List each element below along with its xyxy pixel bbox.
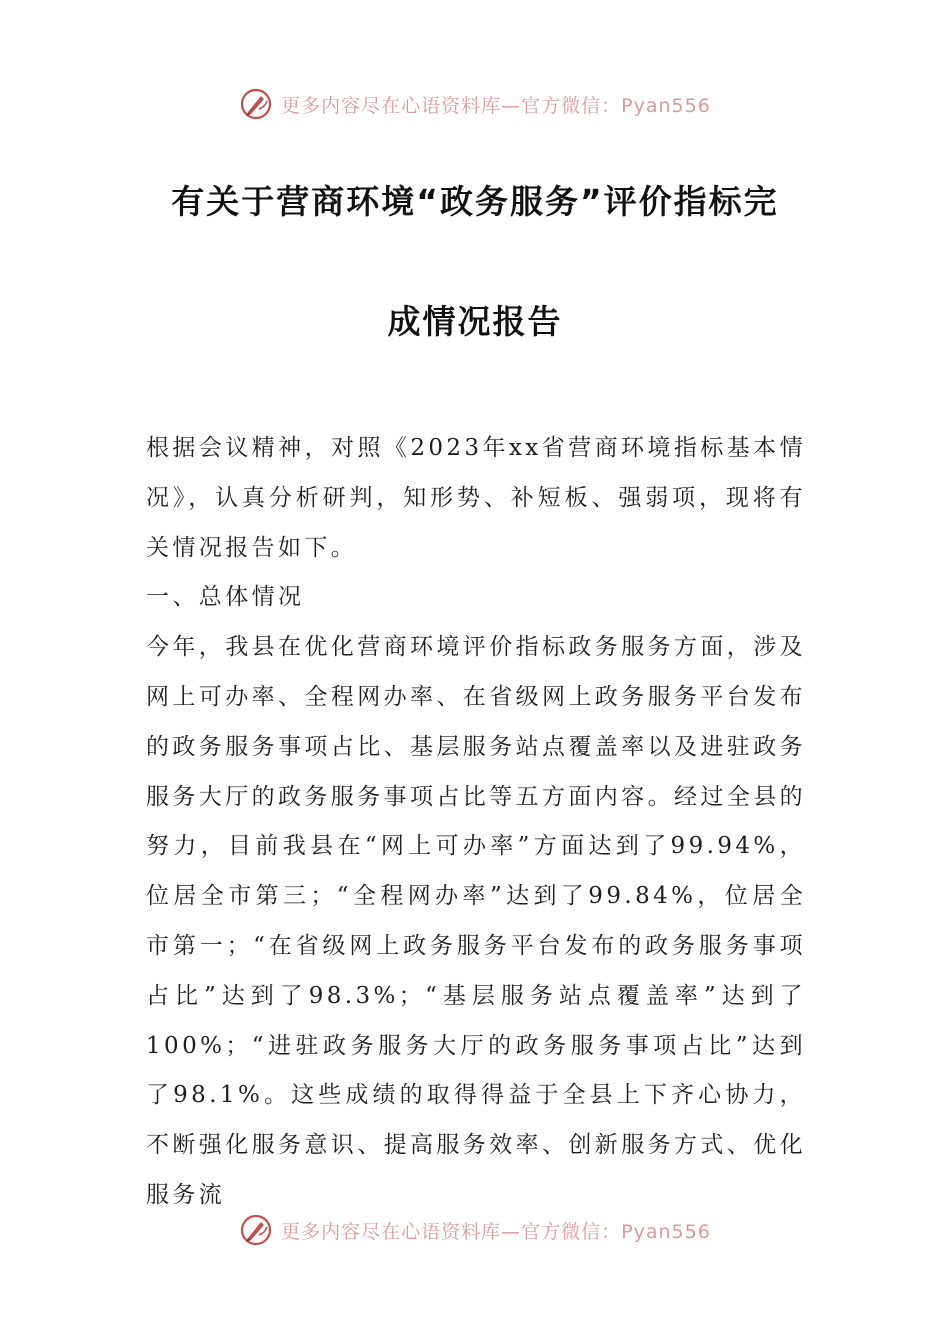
overall-paragraph: 今年，我县在优化营商环境评价指标政务服务方面，涉及网上可办率、全程网办率、在省级网上政务服务平台发布的政务服务事项占比、基层服务站点覆盖率以及进驻政务服务大厅的政务服务事项占比等五方面内容。经过全县的努力，目前我县在“网上可办率”方面达到了99.94%，位居全市第三；“全程网办率”达到了99.84%，位居全市第一；“在省级网上政务服务平台发布的政务服务事项占比”达到了98.3%；“基层服务站点覆盖率”达到了100%；“进驻政务服务大厅的政务服务事项占比”达到了98.1%。这些成绩的取得得益于全县上下齐心协力，不断强化服务意识、提高服务效率、创新服务方式、优化服务流 (146, 634, 806, 1208)
header-watermark (0, 84, 950, 124)
pen-logo-icon (239, 1213, 273, 1247)
intro-paragraph: 根据会议精神，对照《2023年xx省营商环境指标基本情况》，认真分析研判，知形势、补短板、强弱项，现将有关情况报告如下。 (146, 435, 806, 561)
footer-watermark (0, 1210, 950, 1250)
watermark-text: 更多内容尽在心语资料库—官方微信：Pyan556 (281, 94, 711, 117)
pen-logo-icon (239, 87, 273, 121)
document-title-line-2: 成情况报告 (387, 302, 563, 341)
section-heading-overall: 一、总体情况 (146, 584, 305, 611)
document-title-line-1: 有关于营商环境“政务服务”评价指标完 (171, 182, 779, 221)
document-body (146, 424, 806, 1221)
watermark-text: 更多内容尽在心语资料库—官方微信：Pyan556 (281, 1220, 711, 1243)
